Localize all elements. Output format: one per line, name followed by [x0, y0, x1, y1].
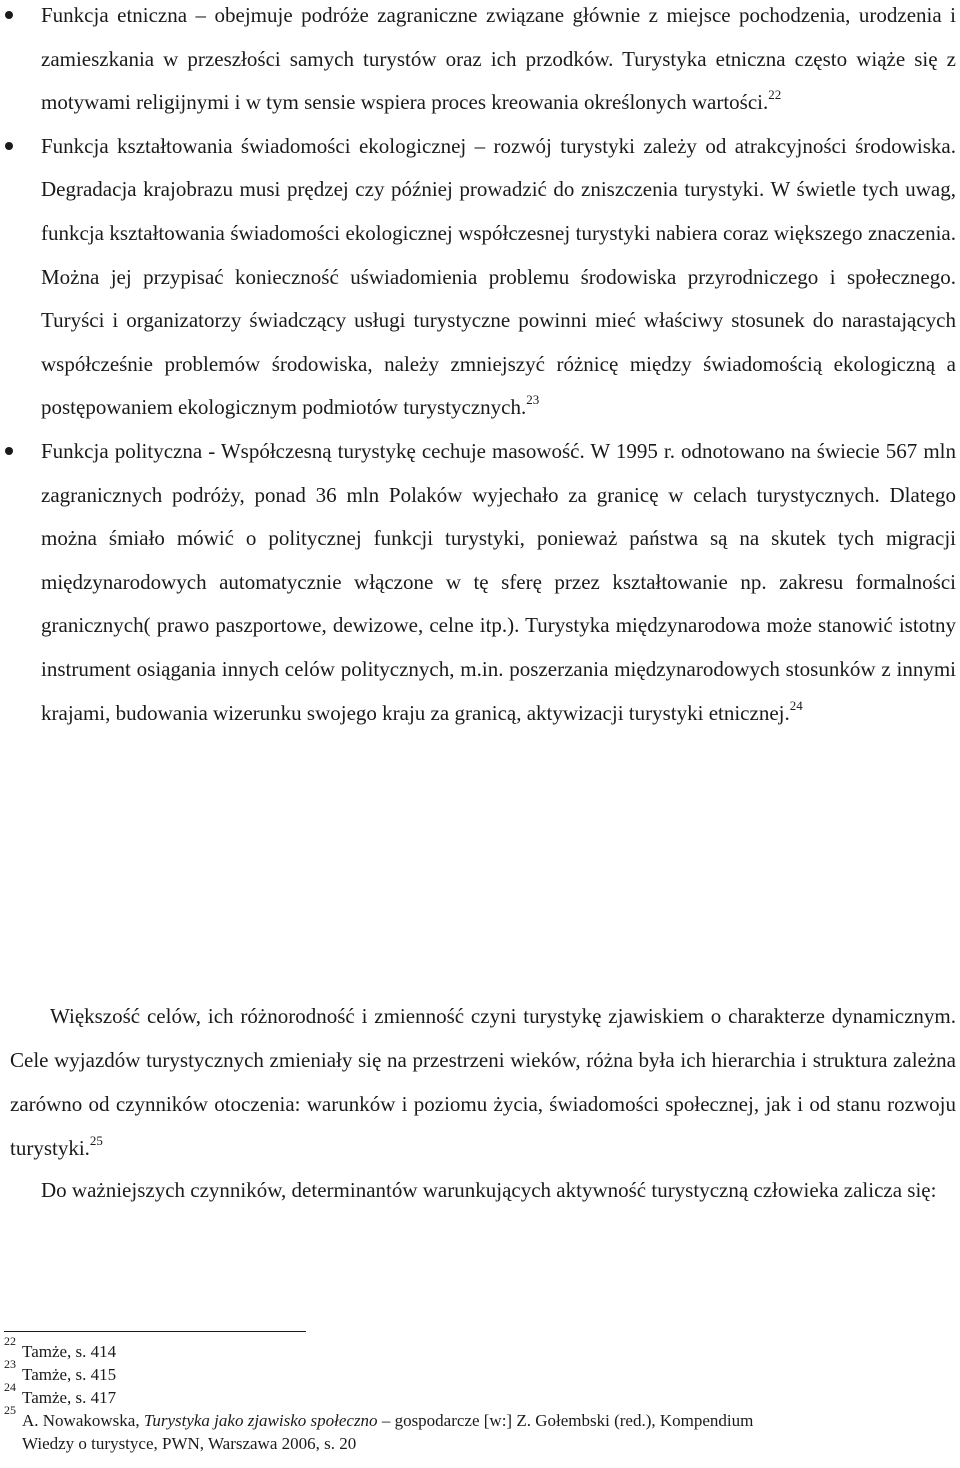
bullet-text: Funkcja etniczna – obejmuje podróże zagraniczne związane głównie z miejsce pochodzenia, urodzenia i zamieszkania w przeszłości samych turystów oraz ich przodków. Turystyka etniczna często wiąże się z motywami religijnymi i w tym sensie wspiera proces kreowania określonych wartości.: [41, 3, 956, 115]
footnote-number: 23: [4, 1357, 16, 1371]
footnote-text: Tamże, s. 414: [22, 1342, 117, 1361]
footnote-divider: [4, 1331, 306, 1332]
function-bullet-list: [41, 0, 956, 735]
bullet-political-function: [41, 430, 956, 735]
body-paragraph: [4, 1168, 956, 1212]
footnote-text-continued: Wiedzy o turystyce, PWN, Warszawa 2006, s. 20: [22, 1434, 357, 1453]
bullet-ethnic-function: [41, 0, 956, 125]
footnote-text: A. Nowakowska,: [22, 1411, 144, 1430]
bullet-text: Funkcja kształtowania świadomości ekologicznej – rozwój turystyki zależy od atrakcyjności środowiska. Degradacja krajobrazu musi prędzej czy później prowadzić do zniszczenia turystyki. W świetle tych uwag, funkcja kształtowania świadomości ekologicznej współczesnej turystyki nabiera coraz większego znaczenia. Można jej przypisać konieczność uświadomienia problemu środowiska przyrodniczego i społecznego. Turyści i organizatorzy świadczący usługi turystyczne powinni mieć właściwy stosunek do narastających współcześnie problemów środowiska, należy zmniejszyć różnicę między świadomością ekologiczną a postępowaniem ekologicznym podmiotów turystycznych.: [41, 133, 956, 420]
footnote-book-title: Turystyka jako zjawisko społeczno: [143, 1411, 378, 1430]
footnote-ref[interactable]: 25: [89, 1133, 103, 1148]
footnote-number: 22: [4, 1334, 16, 1348]
footnote-item: [4, 1357, 954, 1386]
footnote-text: – gospodarcze [w:] Z. Gołembski (red.), Kompendium: [377, 1411, 754, 1430]
bullet-text: Funkcja polityczna - Współczesną turystykę cechuje masowość. W 1995 r. odnotowano na świecie 567 mln zagranicznych podróży, ponad 36 mln Polaków wyjechało za granicę w celach turystycznych. Dlatego można śmiało mówić o politycznej funkcji turystyki, ponieważ państwa są na skutek tych migracji międzynarodowych automatycznie włączone w tę sferę przez kształtowanie np. zakresu formalności granicznych( prawo paszportowe, dewizowe, celne itp.). Turystyka międzynarodowa może stanowić istotny instrument osiągania innych celów politycznych, m.in. poszerzania międzynarodowych stosunków z innymi krajami, budowania wizerunku swojego kraju za granicą, aktywizacji turystyki etnicznej.: [41, 438, 956, 725]
footnotes: [4, 1334, 954, 1455]
footnote-number: 25: [4, 1403, 16, 1417]
paragraph-text: Większość celów, ich różnorodność i zmienność czyni turystykę zjawiskiem o charakterze dynamicznym. Cele wyjazdów turystycznych zmieniały się na przestrzeni wieków, różna była ich hierarchia i struktura zależna zarówno od czynników otoczenia: warunków i poziomu życia, świadomości społecznej, jak i od stanu rozwoju turystyki.: [10, 1004, 956, 1160]
footnote-ref[interactable]: 22: [768, 87, 782, 103]
footnote-item: [4, 1334, 954, 1363]
bullet-dot-icon: [5, 11, 13, 19]
footnote-text: Tamże, s. 417: [22, 1388, 117, 1407]
footnote-number: 24: [4, 1380, 16, 1394]
body-paragraph: [10, 994, 956, 1170]
footnote-item: [4, 1403, 954, 1455]
bullet-dot-icon: [5, 447, 13, 455]
footnote-ref[interactable]: 24: [789, 697, 803, 713]
footnote-ref[interactable]: 23: [526, 392, 540, 408]
footnote-item: [4, 1380, 954, 1409]
footnote-text: Tamże, s. 415: [22, 1365, 117, 1384]
bullet-ecological-function: [41, 125, 956, 430]
paragraph-text: Do ważniejszych czynników, determinantów warunkujących aktywność turystyczną człowieka zalicza się:: [41, 1178, 937, 1202]
bullet-dot-icon: [5, 142, 13, 150]
